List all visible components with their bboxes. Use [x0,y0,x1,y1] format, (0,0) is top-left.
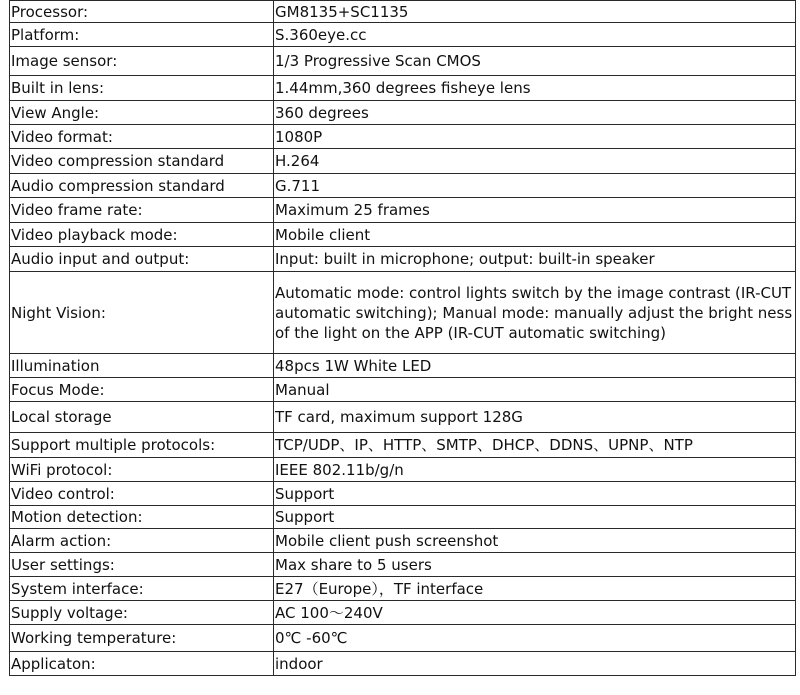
spec-value: 1080P [274,125,796,149]
spec-label: Motion detection: [10,506,274,529]
spec-label: Video frame rate: [10,198,274,223]
table-row [10,625,796,652]
table-row [10,125,796,149]
spec-label: Image sensor: [10,47,274,76]
spec-label: WiFi protocol: [10,458,274,482]
table-row [10,354,796,378]
table-row [10,506,796,529]
spec-label: Platform: [10,23,274,47]
table-row [10,47,796,76]
spec-value: Maximum 25 frames [274,198,796,223]
spec-value: Mobile client push screenshot [274,529,796,553]
spec-value: E27（Europe），TF interface [274,577,796,601]
spec-table [9,0,796,676]
table-row [10,76,796,101]
spec-value: 360 degrees [274,101,796,125]
table-row [10,402,796,433]
table-row [10,223,796,247]
spec-label: Video format: [10,125,274,149]
spec-value: Manual [274,378,796,402]
table-row [10,553,796,577]
table-row [10,378,796,402]
table-row [10,482,796,506]
table-row [10,23,796,47]
spec-value: Automatic mode: control lights switch by the image contrast (IR-CUT automatic switching); Manual mode: manually adjust the bright ness of the light on the APP (IR-CUT automatic switching) [274,272,796,354]
table-row [10,174,796,198]
spec-value: S.360eye.cc [274,23,796,47]
spec-value: Mobile client [274,223,796,247]
spec-label: Working temperature: [10,625,274,652]
spec-value: 1/3 Progressive Scan CMOS [274,47,796,76]
table-row [10,433,796,458]
table-row [10,652,796,676]
spec-value: 48pcs 1W White LED [274,354,796,378]
spec-value: TF card, maximum support 128G [274,402,796,433]
spec-table-body [10,1,796,676]
spec-label: View Angle: [10,101,274,125]
spec-value: Support [274,506,796,529]
table-row [10,101,796,125]
spec-label: Video compression standard [10,149,274,174]
table-row [10,1,796,23]
spec-label: User settings: [10,553,274,577]
spec-label: Applicaton: [10,652,274,676]
table-row [10,601,796,625]
spec-value: indoor [274,652,796,676]
spec-value: Input: built in microphone; output: built-in speaker [274,247,796,272]
table-row [10,458,796,482]
spec-label: Audio compression standard [10,174,274,198]
spec-label: Focus Mode: [10,378,274,402]
spec-value: Max share to 5 users [274,553,796,577]
spec-label: Supply voltage: [10,601,274,625]
spec-value: IEEE 802.11b/g/n [274,458,796,482]
spec-label: Processor: [10,1,274,23]
table-row [10,198,796,223]
spec-label: Video playback mode: [10,223,274,247]
spec-label: Illumination [10,354,274,378]
spec-label: System interface: [10,577,274,601]
table-row [10,149,796,174]
table-row [10,577,796,601]
spec-label: Built in lens: [10,76,274,101]
spec-value: Support [274,482,796,506]
spec-value: H.264 [274,149,796,174]
table-row [10,529,796,553]
spec-value: TCP/UDP、IP、HTTP、SMTP、DHCP、DDNS、UPNP、NTP [274,433,796,458]
spec-label: Video control: [10,482,274,506]
spec-label: Local storage [10,402,274,433]
spec-label: Audio input and output: [10,247,274,272]
table-row [10,272,796,354]
spec-label: Support multiple protocols: [10,433,274,458]
spec-label: Night Vision: [10,272,274,354]
spec-value: GM8135+SC1135 [274,1,796,23]
spec-value: 1.44mm,360 degrees fisheye lens [274,76,796,101]
spec-label: Alarm action: [10,529,274,553]
spec-value: G.711 [274,174,796,198]
spec-value: AC 100～240V [274,601,796,625]
table-row [10,247,796,272]
spec-value: 0℃ -60℃ [274,625,796,652]
